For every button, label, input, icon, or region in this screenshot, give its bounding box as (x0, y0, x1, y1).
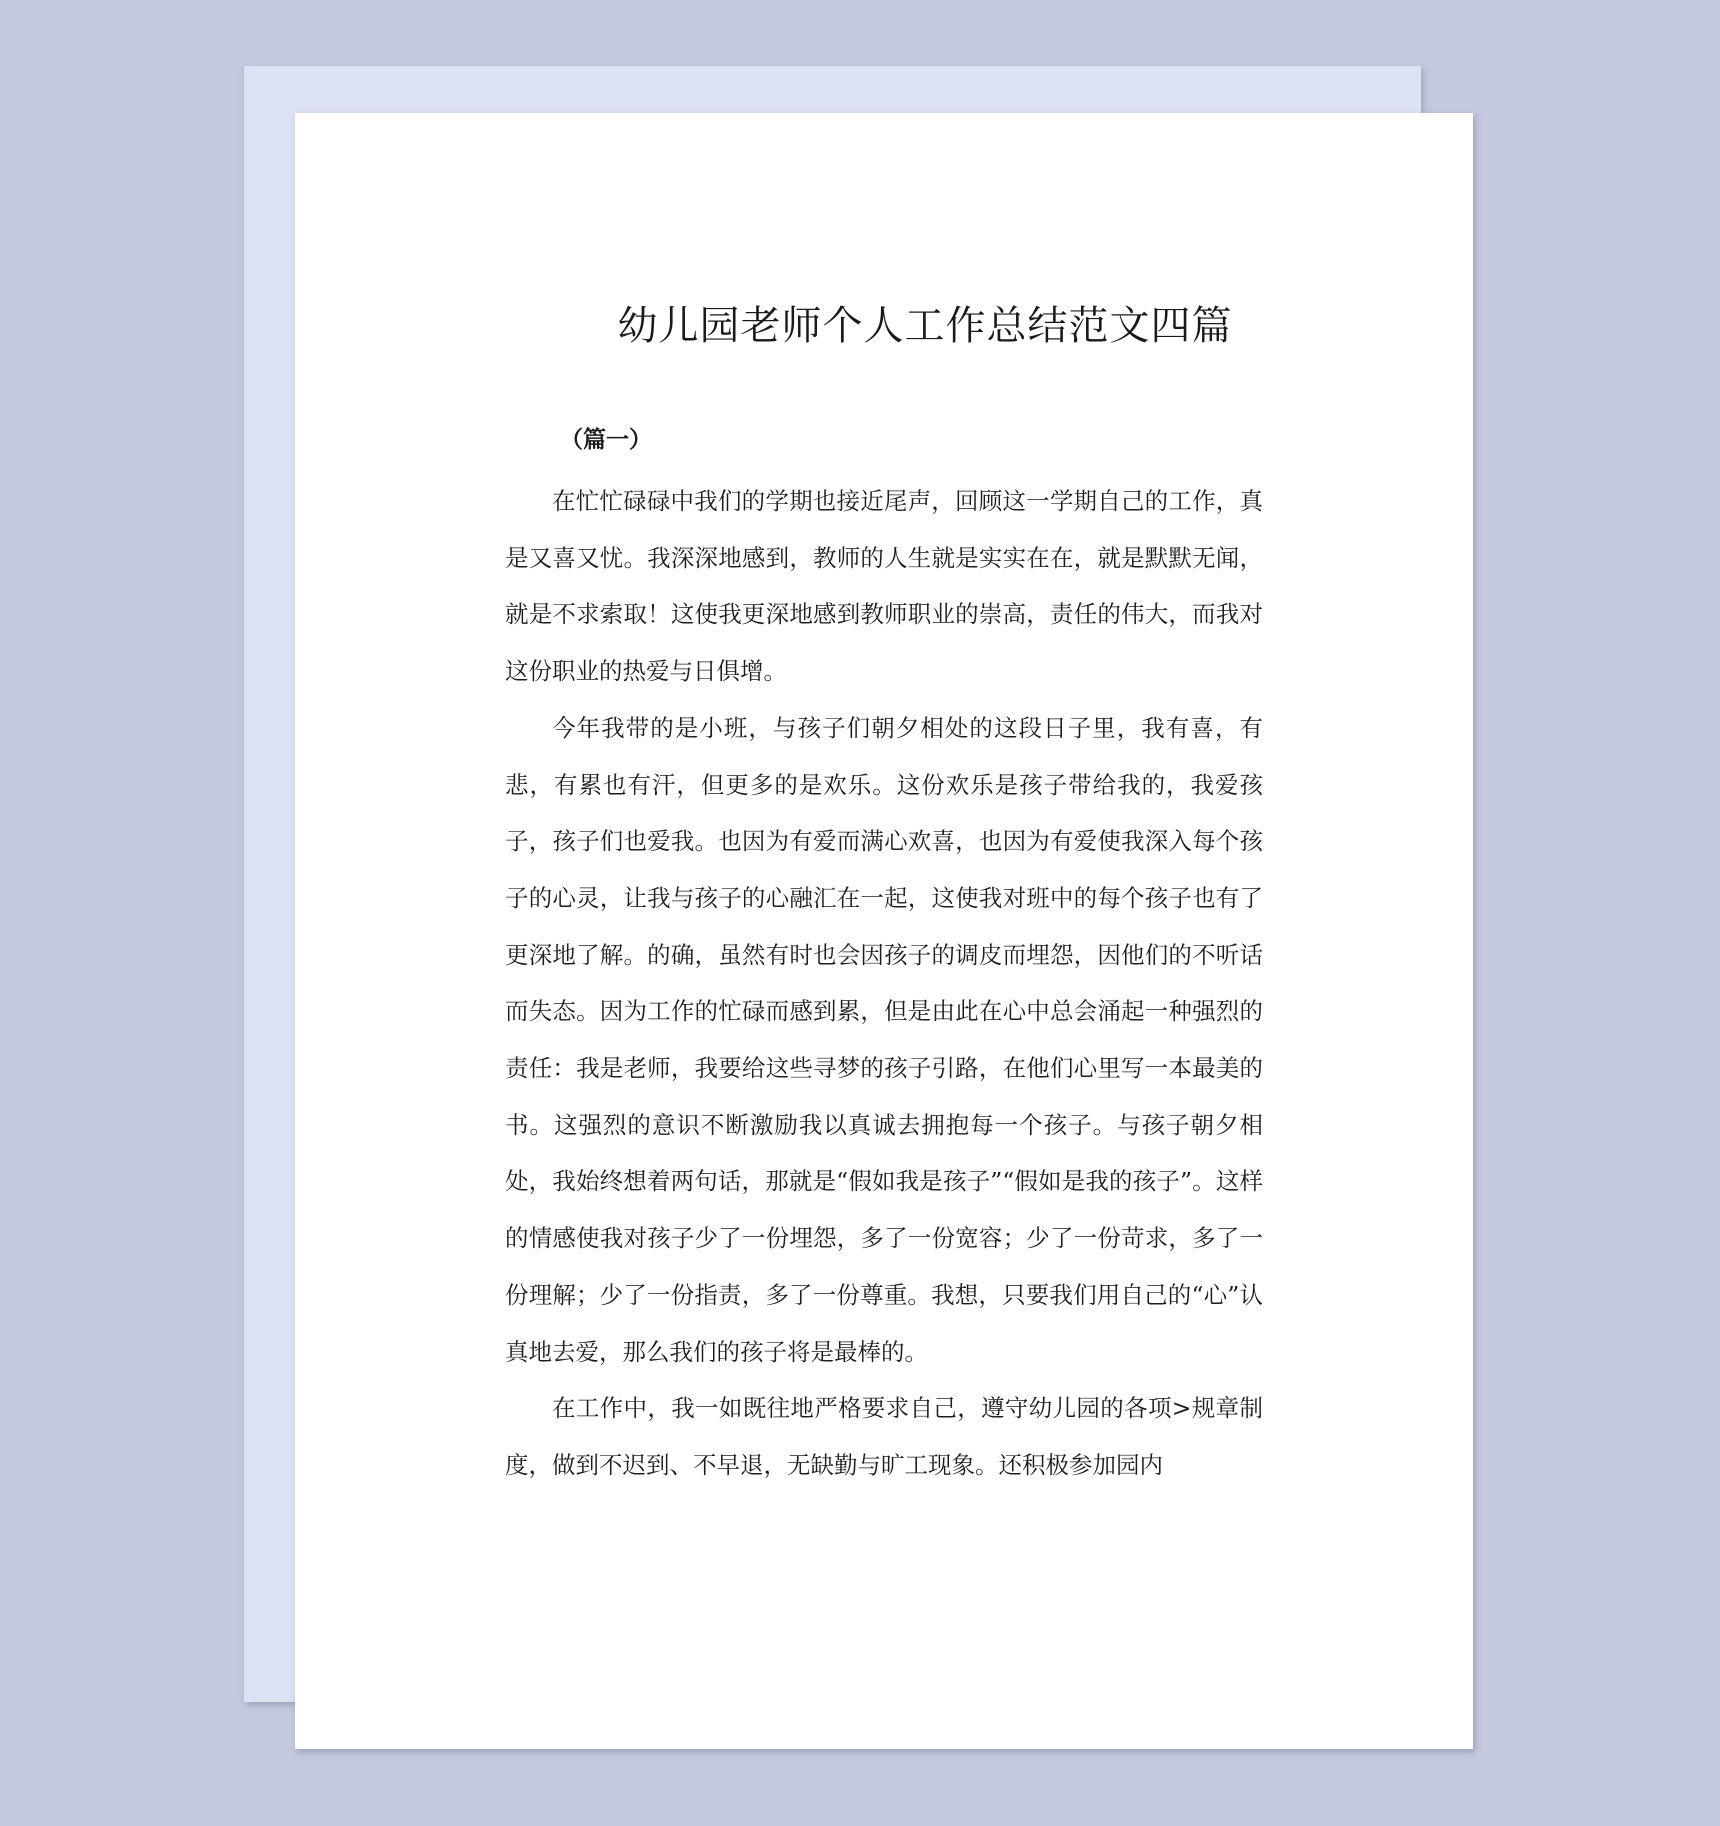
paragraph-1: 在忙忙碌碌中我们的学期也接近尾声，回顾这一学期自己的工作，真是又喜又忧。我深深地感到，教师的人生就是实实在在，就是默默无闻，就是不求索取！这使我更深地感到教师职业的崇高，责任的伟大，而我对这份职业的热爱与日俱增。 (505, 487, 1263, 686)
document-body (505, 473, 1263, 1494)
paragraph-3: 在工作中，我一如既往地严格要求自己，遵守幼儿园的各项>规章制度，做到不迟到、不早退，无缺勤与旷工现象。还积极参加园内 (505, 1394, 1263, 1479)
document-title: 幼儿园老师个人工作总结范文四篇 (617, 303, 1233, 349)
section-heading: （篇一） (560, 426, 652, 453)
paragraph-2: 今年我带的是小班，与孩子们朝夕相处的这段日子里，我有喜，有悲，有累也有汗，但更多的是欢乐。这份欢乐是孩子带给我的，我爱孩子，孩子们也爱我。也因为有爱而满心欢喜，也因为有爱使我深入每个孩子的心灵，让我与孩子的心融汇在一起，这使我对班中的每个孩子也有了更深地了解。的确，虽然有时也会因孩子的调皮而埋怨，因他们的不听话而失态。因为工作的忙碌而感到累，但是由此在心中总会涌起一种强烈的责任：我是老师，我要给这些寻梦的孩子引路，在他们心里写一本最美的书。这强烈的意识不断激励我以真诚去拥抱每一个孩子。与孩子朝夕相处，我始终想着两句话，那就是“假如我是孩子”“假如是我的孩子”。这样的情感使我对孩子少了一份埋怨，多了一份宽容；少了一份苛求，多了一份理解；少了一份指责，多了一份尊重。我想，只要我们用自己的“心”认真地去爱，那么我们的孩子将是最棒的。 (505, 713, 1263, 1366)
